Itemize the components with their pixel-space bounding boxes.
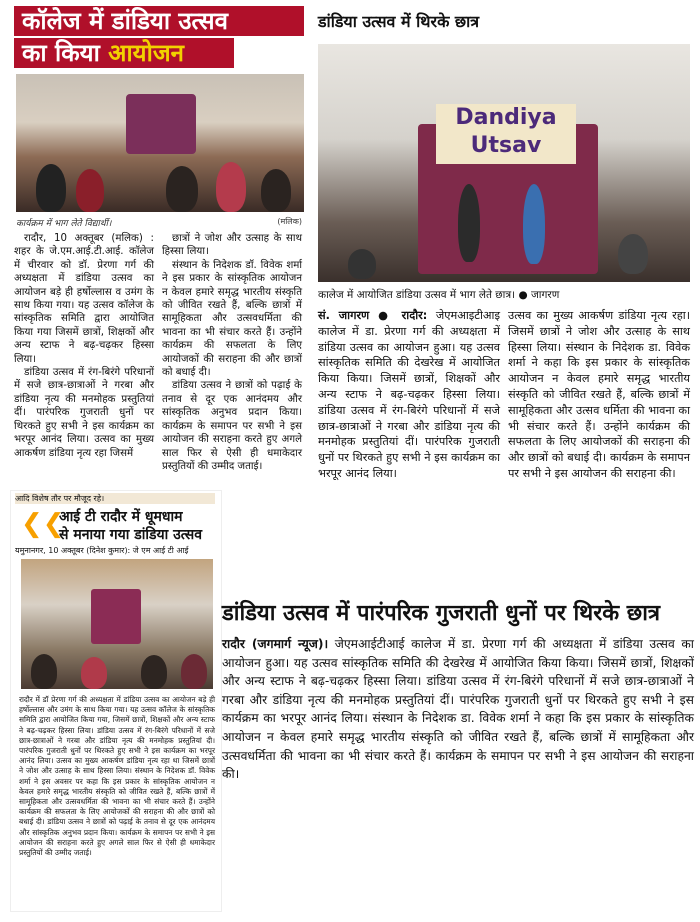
paragraph: डांडिया उत्सव ने छात्रों को पढ़ाई के तनाव से दूर एक आनंदमय और सांस्कृतिक अनुभव प्रदान किया। कार्यक्रम के समापन पर सभी ने इस आयोजन की सराहना करते हुए अगले साल फिर से ऐसी ही धमाकेदार प्रस्तुतियों की उम्मीद जताई। — [162, 380, 302, 472]
clipping-jagmarg — [222, 583, 698, 843]
article-column-1 — [318, 308, 500, 482]
clipping-small — [10, 490, 222, 912]
headline: डांडिया उत्सव में पारंपरिक गुजराती धुनों पर थिरके छात्र — [222, 601, 661, 626]
article-column-2 — [162, 232, 302, 473]
photo-caption: कार्यक्रम में भाग लेते विद्यार्थी। — [16, 219, 112, 229]
event-photo — [318, 44, 690, 282]
previous-article-line: आदि विशेष तौर पर मौजूद रहे। — [15, 493, 215, 504]
article-column-1 — [14, 232, 154, 460]
headline-line2 — [14, 38, 234, 68]
event-photo — [21, 559, 213, 689]
paragraph: छात्रों ने जोश और उत्साह के साथ हिस्सा लिया। — [162, 233, 302, 258]
article-column-2 — [508, 308, 690, 482]
paragraph: डांडिया उत्सव में रंग-बिरंगे परिधानों में सजे छात्र-छात्राओं ने गरबा और डांडिया नृत्य की मनमोहक प्रस्तुतियां दीं। पारंपरिक गुजराती धुनों पर थिरकते हुए सभी ने इस कार्यक्रम का भरपूर आनंद लिया। उत्सव का मुख्य आकर्षण डांडिया नृत्य रहा जिसमें — [14, 367, 154, 459]
paragraph: रादौर, 10 अक्तूबर (मलिक) : शहर के जे.एम.आई.टी.आई. कॉलेज में चीरवार को डॉ. प्रेरणा गर्ग की अध्यक्षता में डांडिया उत्सव का आयोजन बड़े ही हर्षोल्लास व उमंग के साथ किया गया। यह उत्सव कॉलेज के सांस्कृतिक समिति द्वारा आयोजित किया गया जिसमें छात्रों, शिक्षकों और अन्य स्टाफ ने बढ़-चढ़कर हिस्सा लिया। — [14, 233, 154, 365]
article-body: रादौर में डॉ प्रेरणा गर्ग की अध्यक्षता में डांडिया उत्सव का आयोजन बड़े ही हर्षोल्लास और उमंग के साथ किया गया। यह उत्सव कॉलेज के सांस्कृतिक समिति द्वारा आयोजित किया गया, जिसमें छात्रों, शिक्षकों और अन्य स्टाफ ने बढ़-चढ़कर हिस्सा लिया। डांडिया उत्सव में रंग-बिरंगे परिधानों में सजे छात्र-छात्राओं ने गरबा और डांडिया नृत्य की मनमोहक प्रस्तुतियां दी। पारंपरिक गुजराती धुनों पर थिरकते हुए सभी ने इस कार्यक्रम का भरपूर आनंद लिया। उत्सव का मुख्य आकर्षण डांडिया नृत्य रहा था जिसमें छात्रों ने जोश और उत्साह के साथ हिस्सा लिया। संस्थान के निदेशक डॉ. विवेक शर्मा ने इस अवसर पर कहा कि इस प्रकार के सांस्कृतिक आयोजन न केवल हमारे समृद्ध भारतीय संस्कृति को जीवित रखते हैं, बल्कि छात्रों में सामूहिकता और उत्सवधर्मिता की भावना का भी संचार करते हैं। उन्होंने कार्यक्रम की सफलता के लिए आयोजकों की सराहना की और छात्रों को बधाई दी। डांडिया उत्सव ने छात्रों को पढ़ाई के तनाव से दूर एक आनंदमय और सांस्कृतिक अनुभव प्रदान किया। कार्यक्रम के समापन पर सभी ने इस आयोजन की सराहना करते हुए अगले साल फिर से ऐसी ही धमाकेदार प्रस्तुतियों की उम्मीद जताई। — [19, 695, 215, 858]
banner-line1: Dandiya — [455, 105, 557, 130]
dateline: यमुनानगर, 10 अक्तूबर (दिनेश कुमार): जे एम आई टी आई — [15, 546, 189, 555]
byline: सं. जागरण ● रादौर: — [318, 309, 428, 322]
photo-credit: (मलिक) — [277, 217, 302, 226]
paragraph: उत्सव का मुख्य आकर्षण डांडिया नृत्य रहा। जिसमें छात्रों ने जोश और उत्साह के साथ हिस्सा लिया। संस्थान के निदेशक डा. विवेक शर्मा ने कहा कि इस प्रकार के सांस्कृतिक आयोजन न केवल हमारे समृद्ध भारतीय संस्कृति को जीवित रखते हैं, बल्कि छात्रों में सामूहिकता और उत्सव धर्मिता की भावना का भी संचार करते हैं। उन्होंने कार्यक्रम की सफलता के लिए आयोजकों की सराहना की और छात्रों को बधाई दी। कार्यक्रम के समापन पर सभी ने इस आयोजन की सराहना की। — [508, 309, 690, 480]
photo-caption: कालेज में आयोजित डांडिया उत्सव में भाग लेते छात्र। ● जागरण — [318, 289, 560, 301]
clipping-dainik-jagran — [312, 4, 694, 556]
headline-line2: से मनाया गया डांडिया उत्सव — [59, 527, 203, 543]
headline-highlight: आयोजन — [108, 39, 184, 67]
kicker-headline: डांडिया उत्सव में थिरके छात्र — [318, 12, 480, 31]
dandiya-banner — [436, 104, 576, 164]
event-photo — [16, 74, 304, 212]
headline-line1: आई टी रादौर में धूमधाम — [59, 509, 183, 525]
chevron-arrows-icon: ❮❮ — [21, 509, 65, 539]
article-body — [222, 635, 694, 784]
byline: रादौर (जगमार्ग न्यूज)। — [222, 637, 329, 651]
clipping-punjab-kesari — [6, 4, 306, 486]
banner-line2: Utsav — [470, 133, 542, 158]
headline-line2-prefix: का किया — [22, 39, 109, 67]
paragraph: संस्थान के निदेशक डॉ. विवेक शर्मा ने इस प्रकार के सांस्कृतिक आयोजन न केवल हमारे समृद्ध भारतीय संस्कृति को जीवित रखते हैं, बल्कि छात्रों में सामूहिकता और उत्सवधर्मिता की भावना का भी संचार करते हैं। उन्होंने कार्यक्रम की सफलता के लिए आयोजकों की सराहना की और छात्रों को बधाई दी। — [162, 259, 302, 379]
article-text: जेएमआईटीआई कालेज में डा. प्रेरणा गर्ग की अध्यक्षता में डांडिया उत्सव का आयोजन हुआ। यह उत्सव सांस्कृतिक समिति की देखरेख में आयोजित किया किया। जिसमें छात्रों, शिक्षकों और अन्य स्टाफ ने बढ़-चढ़कर हिस्सा लिया। डांडिया उत्सव में रंग-बिरंगे परिधानों में सजे छात्र-छात्राओं ने गरबा और डांडिया नृत्य की मनमोहक प्रस्तुतियां दीं। पारंपरिक गुजराती धुनों पर थिरकते हुए सभी ने इस कार्यक्रम का भरपूर आनंद लिया। संस्थान के निदेशक डा. विवेक शर्मा ने कहा कि इस प्रकार के सांस्कृतिक आयोजन न केवल हमारे समृद्ध भारतीय संस्कृति को जीवित रखते हैं, बल्कि छात्रों में सामूहिकता और उत्सवधर्मिता की भावना का भी संचार करते हैं। कार्यक्रम के समापन पर सभी ने इस आयोजन की सराहना की। — [222, 637, 694, 782]
headline-line1: कॉलेज में डांडिया उत्सव — [14, 6, 304, 36]
paragraph-text: जेएमआइटीआइ कालेज में डा. प्रेरणा गर्ग की अध्यक्षता में डांडिया उत्सव का आयोजन हुआ। यह उत्सव सांस्कृतिक समिति की देखरेख में आयोजित किया किया। जिसमें छात्रों, शिक्षकों और अन्य स्टाफ ने बढ़-चढ़कर हिस्सा लिया। डांडिया उत्सव में रंग-बिरंगे परिधानों में सजे छात्र-छात्राओं ने गरबा और डांडिया नृत्य की मनमोहक प्रस्तुतियां दीं। पारंपरिक गुजराती धुनों पर थिरकते हुए सभी ने इस कार्यक्रम का भरपूर आनंद लिया। — [318, 309, 501, 480]
paragraph — [318, 308, 500, 482]
